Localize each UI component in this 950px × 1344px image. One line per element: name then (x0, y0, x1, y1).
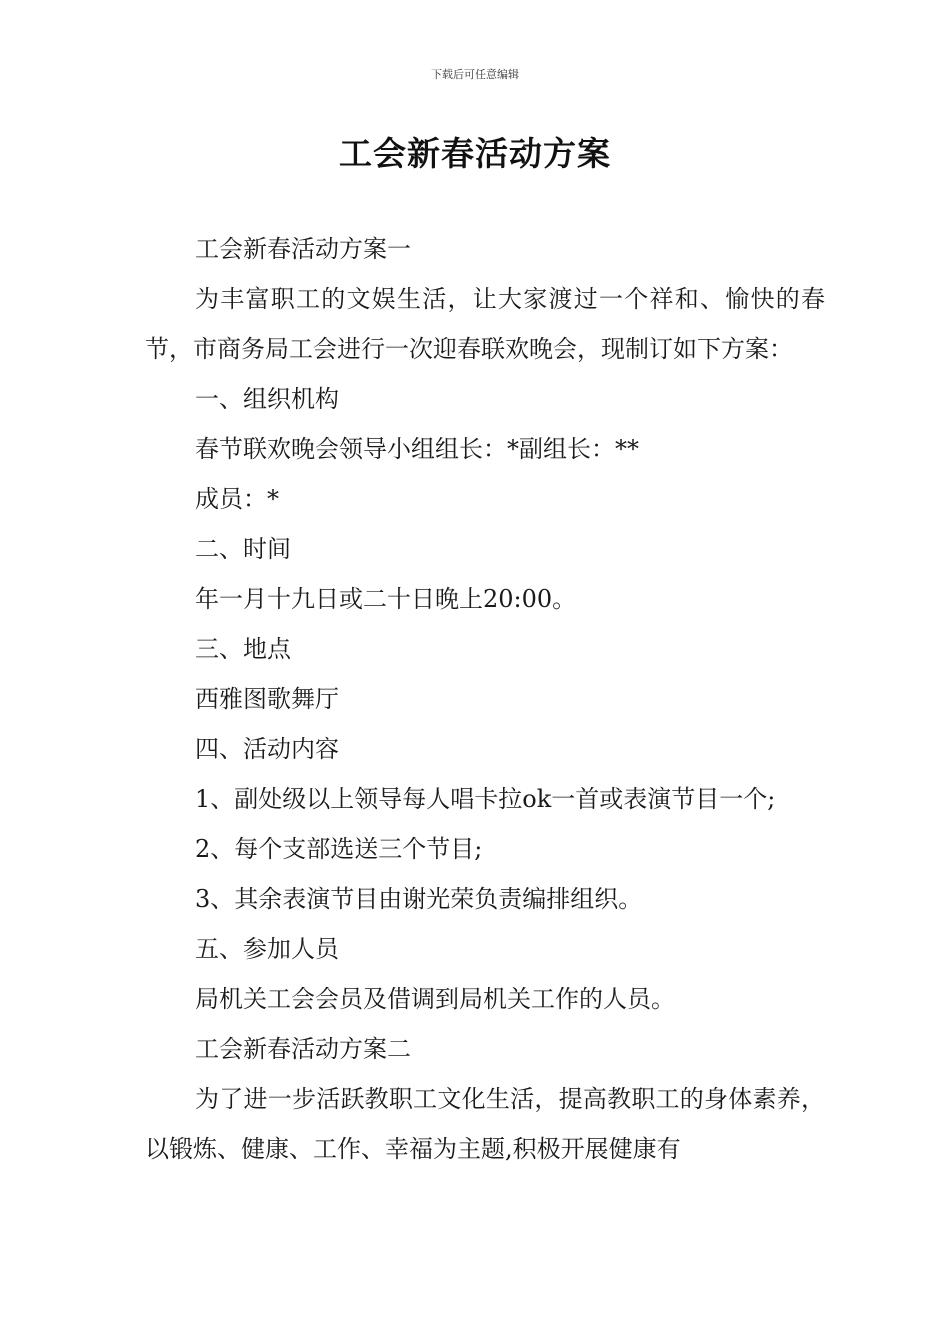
members-line: 成员：* (195, 485, 279, 513)
heading-location: 三、地点 (195, 635, 291, 663)
intro-paragraph: 为丰富职工的文娱生活，让大家渡过一个祥和、愉快的春节，市商务局工会进行一次迎春联欢晚会，现制订如下方案： (145, 285, 825, 363)
section-heading-plan-one: 工会新春活动方案一 (195, 235, 411, 263)
plan-two-intro-paragraph: 为了进一步活跃教职工文化生活，提高教职工的身体素养，以锻炼、健康、工作、幸福为主题,积极开展健康有 (145, 1085, 825, 1163)
heading-time: 二、时间 (195, 535, 291, 563)
section-heading-plan-two: 工会新春活动方案二 (195, 1035, 411, 1063)
activity-item-2: 2、每个支部选送三个节目; (195, 835, 483, 863)
heading-activities: 四、活动内容 (195, 735, 339, 763)
activity-item-3: 3、其余表演节目由谢光荣负责编排组织。 (195, 885, 643, 913)
time-line: 年一月十九日或二十日晚上20:00。 (195, 585, 577, 613)
leadership-group-line: 春节联欢晚会领导小组组长：*副组长：** (195, 435, 639, 463)
participants-line: 局机关工会会员及借调到局机关工作的人员。 (195, 985, 675, 1013)
heading-participants: 五、参加人员 (195, 935, 339, 963)
header-note: 下载后可任意编辑 (431, 68, 519, 81)
activity-item-1: 1、副处级以上领导每人唱卡拉ok一首或表演节目一个; (195, 785, 776, 813)
heading-organization: 一、组织机构 (195, 385, 339, 413)
location-line: 西雅图歌舞厅 (195, 685, 339, 713)
document-title: 工会新春活动方案 (339, 134, 611, 173)
document-body (145, 224, 825, 1174)
